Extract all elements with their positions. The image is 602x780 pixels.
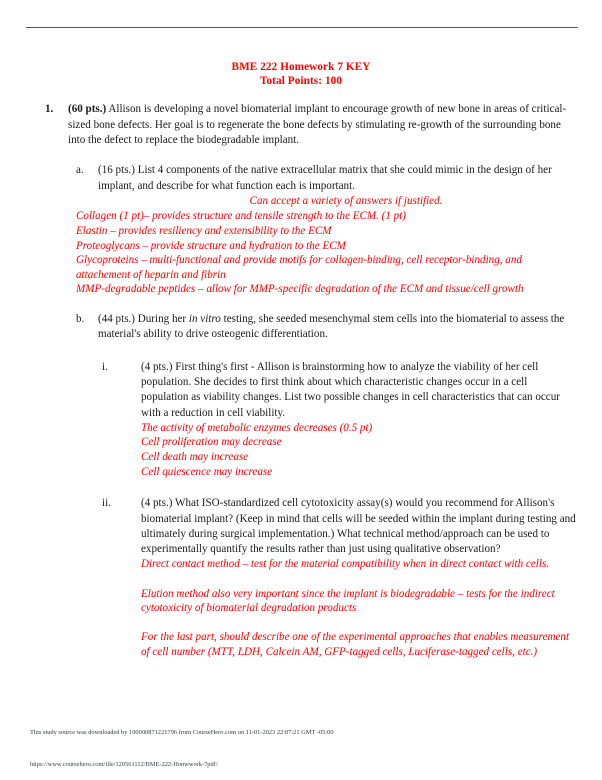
question-1-marker: 1. [45,103,54,116]
answer-line: Glycoproteins – multi-functional and provide motifs for collagen-binding, cell receptor-binding, and attachement of heparin and fibrin [76,254,522,281]
answer-1a-note: Can accept a variety of answers if justified. [249,194,443,207]
answer-1b-ii-paragraph: Elution method also very important since the implant is biodegradable – tests for the indirect cytotoxicity of biomaterial degradation products [141,587,555,615]
question-1a-text: (16 pts.) List 4 components of the native extracellular matrix that she could mimic in the design of her implant, and describe for what function each is important. [98,164,552,192]
question-1 [26,102,576,148]
question-1b-marker: b. [76,313,85,326]
question-1b-text-after: testing, she seeded mesenchymal stem cells into the biomaterial to assess the material's ability to drive osteogenic differentiation. [98,313,565,341]
answer-line: Cell quiescence may increase [141,465,273,478]
page-title [26,60,576,88]
question-1b-i-text: (4 pts.) First thing's first - Allison is brainstorming how to analyze the viability of her cell population. She decides to first think about which characteristic changes occur in a cell population as viability changes. List two possible changes in cell characteristics that can occur with a reduction in cell viability. [141,360,560,419]
question-1a [26,163,576,297]
answer-1a-list [76,209,576,297]
question-1a-marker: a. [76,164,84,177]
answer-line: Cell death may increase [141,451,249,464]
question-1b-i-marker: i. [102,360,108,373]
question-1b-ii [26,496,576,659]
answer-1b-ii-paragraph: Direct contact method – test for the material compatibility when in direct contact with cells. [141,558,550,571]
question-1b-i [26,360,576,480]
title-line-1: BME 222 Homework 7 KEY [231,61,371,73]
answer-1b-ii-paragraph: For the last part, should describe one of the experimental approaches that enables measurement of cell number (MTT, LDH, Calcein AM, GFP-tagged cells, Luciferase-tagged cells, etc.) [141,631,570,658]
answer-line: Elastin – provides resiliency and extensibility to the ECM [76,225,332,238]
document-content [0,60,602,660]
question-1-points: (60 pts.) [68,103,107,116]
header-divider [26,27,578,28]
question-1b-ii-text: (4 pts.) What ISO-standardized cell cytotoxicity assay(s) would you recommend for Allison's biomaterial implant? (Keep in mind that cells will be seeded within the implant during testing and ultimately during surgical implementation.) What technical method/approach can be used to experimentally quantify the results rather than just using qualitative observation? [141,497,576,556]
question-1b [26,312,576,343]
answer-1b-i-list [141,421,576,479]
source-url[interactable]: https://www.coursehero.com/file/120561112/BME-222-Homework-7pdf/ [30,761,218,768]
answer-line: Collagen (1 pt)– provides structure and tensile strength to the ECM. (1 pt) [76,210,406,223]
answer-line: Cell proliferation may decrease [141,436,282,449]
answer-line: The activity of metabolic enzymes decreases (0.5 pt) [141,421,373,434]
title-line-2: Total Points: 100 [259,75,343,88]
answer-line: Proteoglycans – provide structure and hydration to the ECM [76,239,346,252]
question-1b-ii-marker: ii. [102,497,111,510]
download-attribution: This study source was downloaded by 100000871221796 from CourseHero.com on 11-01-2023 22:07:21 GMT -05:00 [30,729,334,736]
question-1-text: Allison is developing a novel biomaterial implant to encourage growth of new bone in areas of critical-sized bone defects. Her goal is to regenerate the bone defects by stimulating re-growth of the surrounding bone into the defect to replace the biodegradable implant. [68,103,567,146]
answer-line: MMP-degradable peptides – allow for MMP-specific degradation of the ECM and tissue/cell growth [76,283,524,296]
question-1b-text-before: (44 pts.) During her [98,313,189,326]
question-1b-italic-term: in vitro [188,313,221,326]
